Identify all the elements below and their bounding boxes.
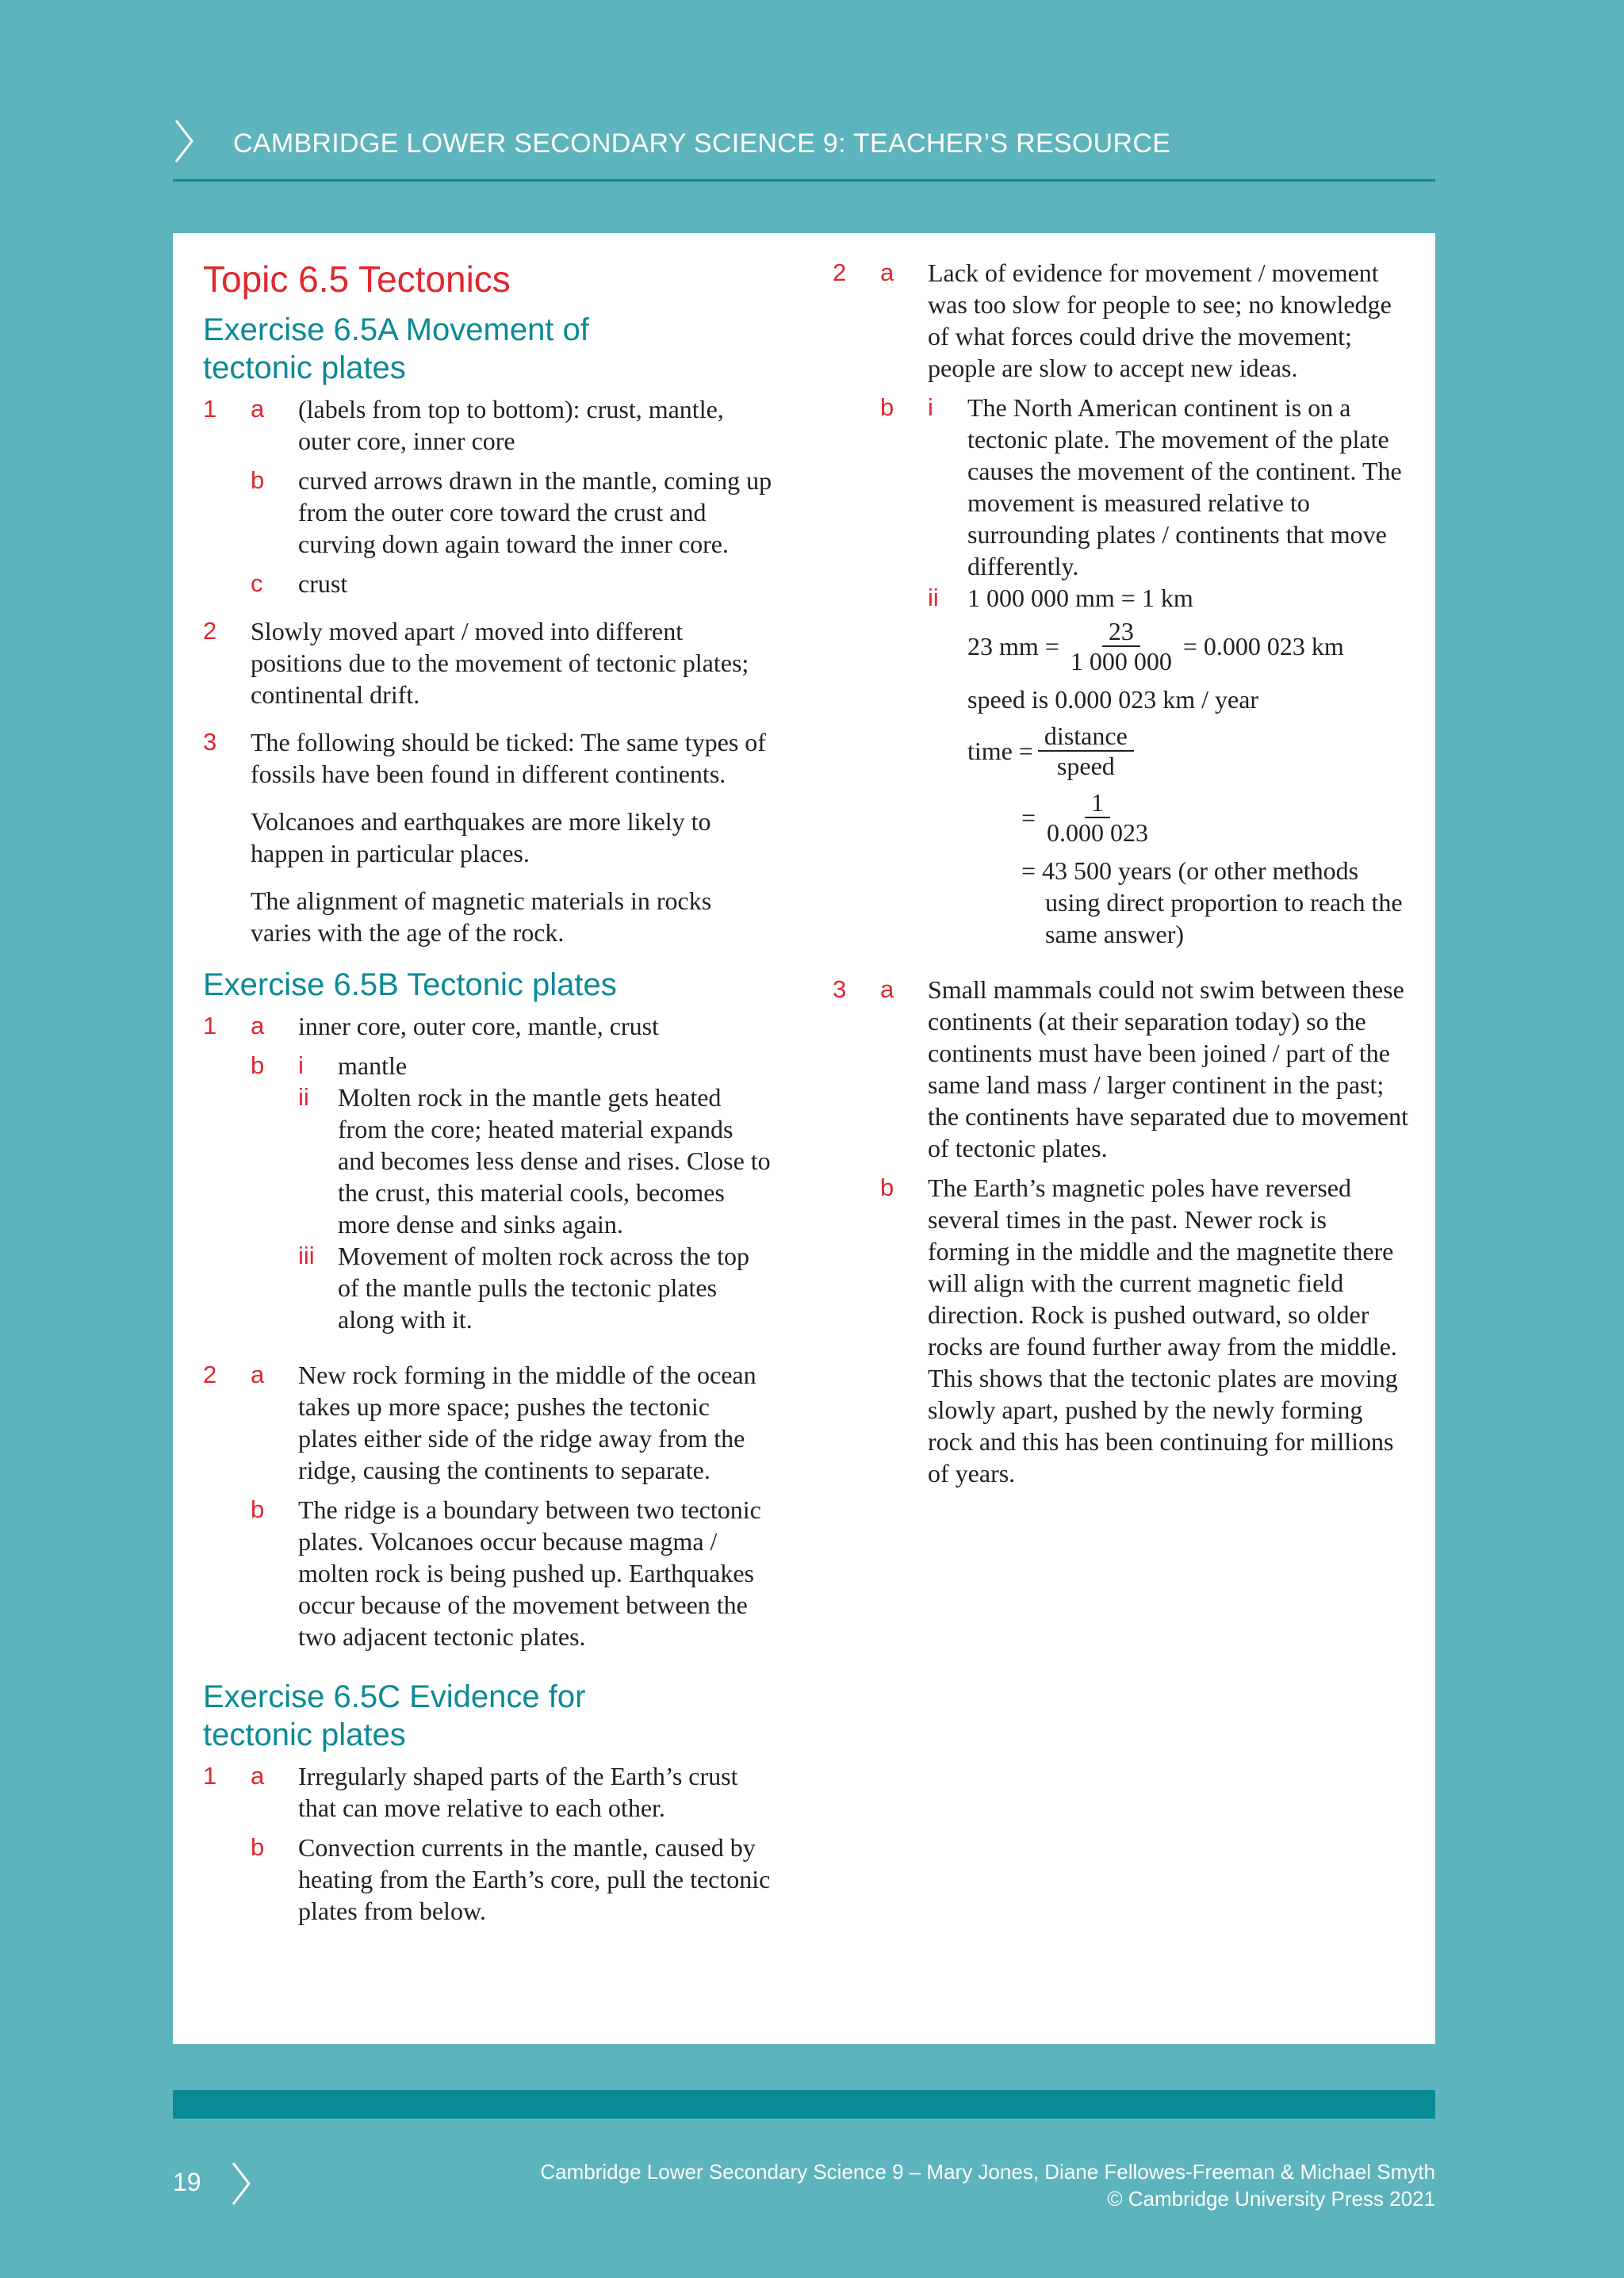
equation: [967, 617, 1411, 676]
answer-text: The following should be ticked: The same types of fossils have been found in different continents.: [251, 728, 766, 788]
calculation-result: = 43 500 years (or other methods using direct proportion to reach the same answer): [1021, 856, 1403, 948]
content-panel: [173, 233, 1435, 2044]
subpart-label: i: [928, 393, 933, 421]
page-header: [173, 117, 1435, 182]
part-label: b: [251, 1051, 265, 1079]
exercise-title-line: Exercise 6.5C Evidence for: [203, 1679, 586, 1714]
subpart-item: [928, 392, 1411, 582]
question-item: [203, 393, 774, 607]
page-number: 19: [173, 2168, 201, 2196]
footer-band: [173, 2090, 1435, 2119]
answer-item: [880, 1172, 1411, 1489]
numerator: 1: [1085, 788, 1110, 818]
answer-text: inner core, outer core, mantle, crust: [298, 1012, 659, 1040]
answer-text: The ridge is a boundary between two tectonic plates. Volcanoes occur because magma / molten rock is being pushed up. Earthquakes occur because of the movement between the two adjacent tectonic plates.: [298, 1495, 761, 1651]
answer-text: The Earth’s magnetic poles have reversed several times in the past. Newer rock is forming in the middle and the magnetite there will align with the current magnetic field direction. Rock is pushed outward, so older rocks are found further away from the middle. This shows that the tectonic plates are moving slowly apart, pushed by the newly forming rock and this has been continuing for millions of years.: [928, 1173, 1398, 1487]
fraction: [1038, 722, 1134, 780]
answer-item: [251, 393, 774, 457]
fraction: [1040, 788, 1155, 847]
footer-copyright: © Cambridge University Press 2021: [1107, 2187, 1435, 2211]
denominator: 0.000 023: [1047, 818, 1149, 847]
answer-text: Small mammals could not swim between these continents (at their separation today) so the continents must have been joined / part of the same land mass / larger continent in the past; the continents have separated due to movement of tectonic plates.: [928, 975, 1409, 1162]
calculation-line: 1 000 000 mm = 1 km: [967, 584, 1193, 612]
calculation: [967, 582, 1411, 950]
part-label: a: [880, 258, 894, 286]
exercise-title-line: tectonic plates: [203, 1717, 406, 1752]
answer-text: Irregularly shaped parts of the Earth’s crust that can move relative to each other.: [298, 1762, 738, 1822]
chevron-right-icon: [173, 117, 197, 165]
part-label: b: [251, 1495, 265, 1523]
answer-item: [251, 1494, 774, 1652]
subpart-item: [298, 1050, 774, 1082]
equation-term: 23 mm =: [967, 632, 1059, 660]
part-label: b: [251, 466, 265, 494]
part-label: a: [251, 1361, 265, 1388]
answer-text: crust: [298, 569, 348, 598]
part-label: a: [880, 975, 894, 1003]
part-label: b: [880, 393, 894, 421]
footer-authors: Cambridge Lower Secondary Science 9 – Mary Jones, Diane Fellowes-Freeman & Michael Smyth: [540, 2160, 1435, 2184]
answer-text: The alignment of magnetic materials in rocks varies with the age of the rock.: [251, 886, 712, 947]
answer-text: curved arrows drawn in the mantle, coming up from the outer core toward the crust and curving down again toward the inner core.: [298, 466, 772, 558]
calculation-line: speed is 0.000 023 km / year: [967, 685, 1259, 714]
part-label: c: [251, 569, 263, 597]
subpart-label: iii: [298, 1242, 315, 1269]
question-number: 1: [203, 395, 217, 423]
part-label: a: [251, 395, 265, 423]
answer-text: Slowly moved apart / moved into different positions due to the movement of tectonic plates; continental drift.: [251, 617, 749, 709]
question-item: [203, 1760, 774, 1935]
subpart-item: [928, 582, 1411, 950]
subpart-label: ii: [928, 584, 939, 611]
answer-item: [251, 1359, 774, 1486]
subpart-item: [298, 1240, 774, 1335]
answer-item: [251, 1760, 774, 1824]
header-title: CAMBRIDGE LOWER SECONDARY SCIENCE 9: TEACHER’S RESOURCE: [233, 128, 1171, 159]
fraction: [1064, 617, 1178, 676]
answer-item: [251, 1832, 774, 1927]
answer-text: mantle: [338, 1051, 408, 1080]
equation-term: = 0.000 023 km: [1182, 632, 1344, 660]
exercise-title-line: tectonic plates: [203, 350, 406, 385]
left-column: [203, 257, 774, 1943]
part-label: b: [880, 1173, 894, 1201]
question-item: [833, 257, 1411, 966]
part-label: a: [251, 1012, 265, 1039]
answer-item: [880, 257, 1411, 384]
subpart-item: [298, 1082, 774, 1240]
answer-item: [880, 392, 1411, 958]
answer-item: [251, 1010, 774, 1042]
equation: [967, 722, 1411, 780]
numerator: 23: [1102, 617, 1140, 647]
right-column: [833, 257, 1411, 1505]
denominator: 1 000 000: [1070, 647, 1172, 676]
equation-term: =: [1021, 803, 1036, 832]
denominator: speed: [1056, 752, 1115, 780]
answer-text: New rock forming in the middle of the ocean takes up more space; pushes the tectonic plates either side of the ridge away from the ridge, causing the continents to separate.: [298, 1361, 756, 1484]
question-number: 1: [203, 1762, 217, 1790]
equation: [1021, 788, 1411, 847]
part-label: b: [251, 1833, 265, 1861]
exercise-title-line: Exercise 6.5A Movement of: [203, 312, 589, 347]
subpart-label: ii: [298, 1083, 309, 1111]
answer-text: Molten rock in the mantle gets heated from the core; heated material expands and becomes less dense and rises. Close to the crust, this material cools, becomes more dense and sinks again.: [338, 1083, 771, 1239]
part-label: a: [251, 1762, 265, 1790]
question-item: [833, 974, 1411, 1497]
answer-text: The North American continent is on a tectonic plate. The movement of the plate causes the movement of the continent. The movement is measured relative to surrounding plates / continents that move differently.: [967, 393, 1402, 580]
answer-text: Convection currents in the mantle, caused by heating from the Earth’s core, pull the tectonic plates from below.: [298, 1833, 771, 1925]
question-item: [203, 1359, 774, 1660]
answer-text: Volcanoes and earthquakes are more likely to happen in particular places.: [251, 807, 711, 867]
question-number: 3: [203, 728, 217, 756]
question-number: 3: [833, 975, 847, 1003]
question-number: 2: [203, 617, 217, 645]
answer-text: Lack of evidence for movement / movement was too slow for people to see; no knowledge of what forces could drive the movement; people are slow to accept new ideas.: [928, 258, 1392, 382]
exercise-6-5c-heading: [203, 1678, 774, 1754]
chevron-right-icon: [230, 2160, 254, 2207]
answer-item: [880, 974, 1411, 1164]
answer-item: [251, 1050, 774, 1343]
question-item: [203, 726, 774, 790]
answer-item: [251, 465, 774, 560]
exercise-6-5a-heading: [203, 311, 774, 387]
question-number: 2: [203, 1361, 217, 1388]
question-item: [203, 1010, 774, 1351]
topic-heading: Topic 6.5 Tectonics: [203, 258, 511, 300]
answer-text: Movement of molten rock across the top of the mantle pulls the tectonic plates along with it.: [338, 1242, 749, 1334]
question-item: [203, 615, 774, 710]
answer-text: (labels from top to bottom): crust, mantle, outer core, inner core: [298, 395, 724, 455]
question-number: 1: [203, 1012, 217, 1039]
footer-credits: [540, 2158, 1435, 2212]
exercise-6-5b-heading: Exercise 6.5B Tectonic plates: [203, 967, 617, 1002]
answer-item: [251, 568, 774, 599]
subpart-label: i: [298, 1051, 304, 1079]
question-number: 2: [833, 258, 847, 286]
equation-term: time =: [967, 737, 1033, 765]
numerator: distance: [1038, 722, 1134, 752]
